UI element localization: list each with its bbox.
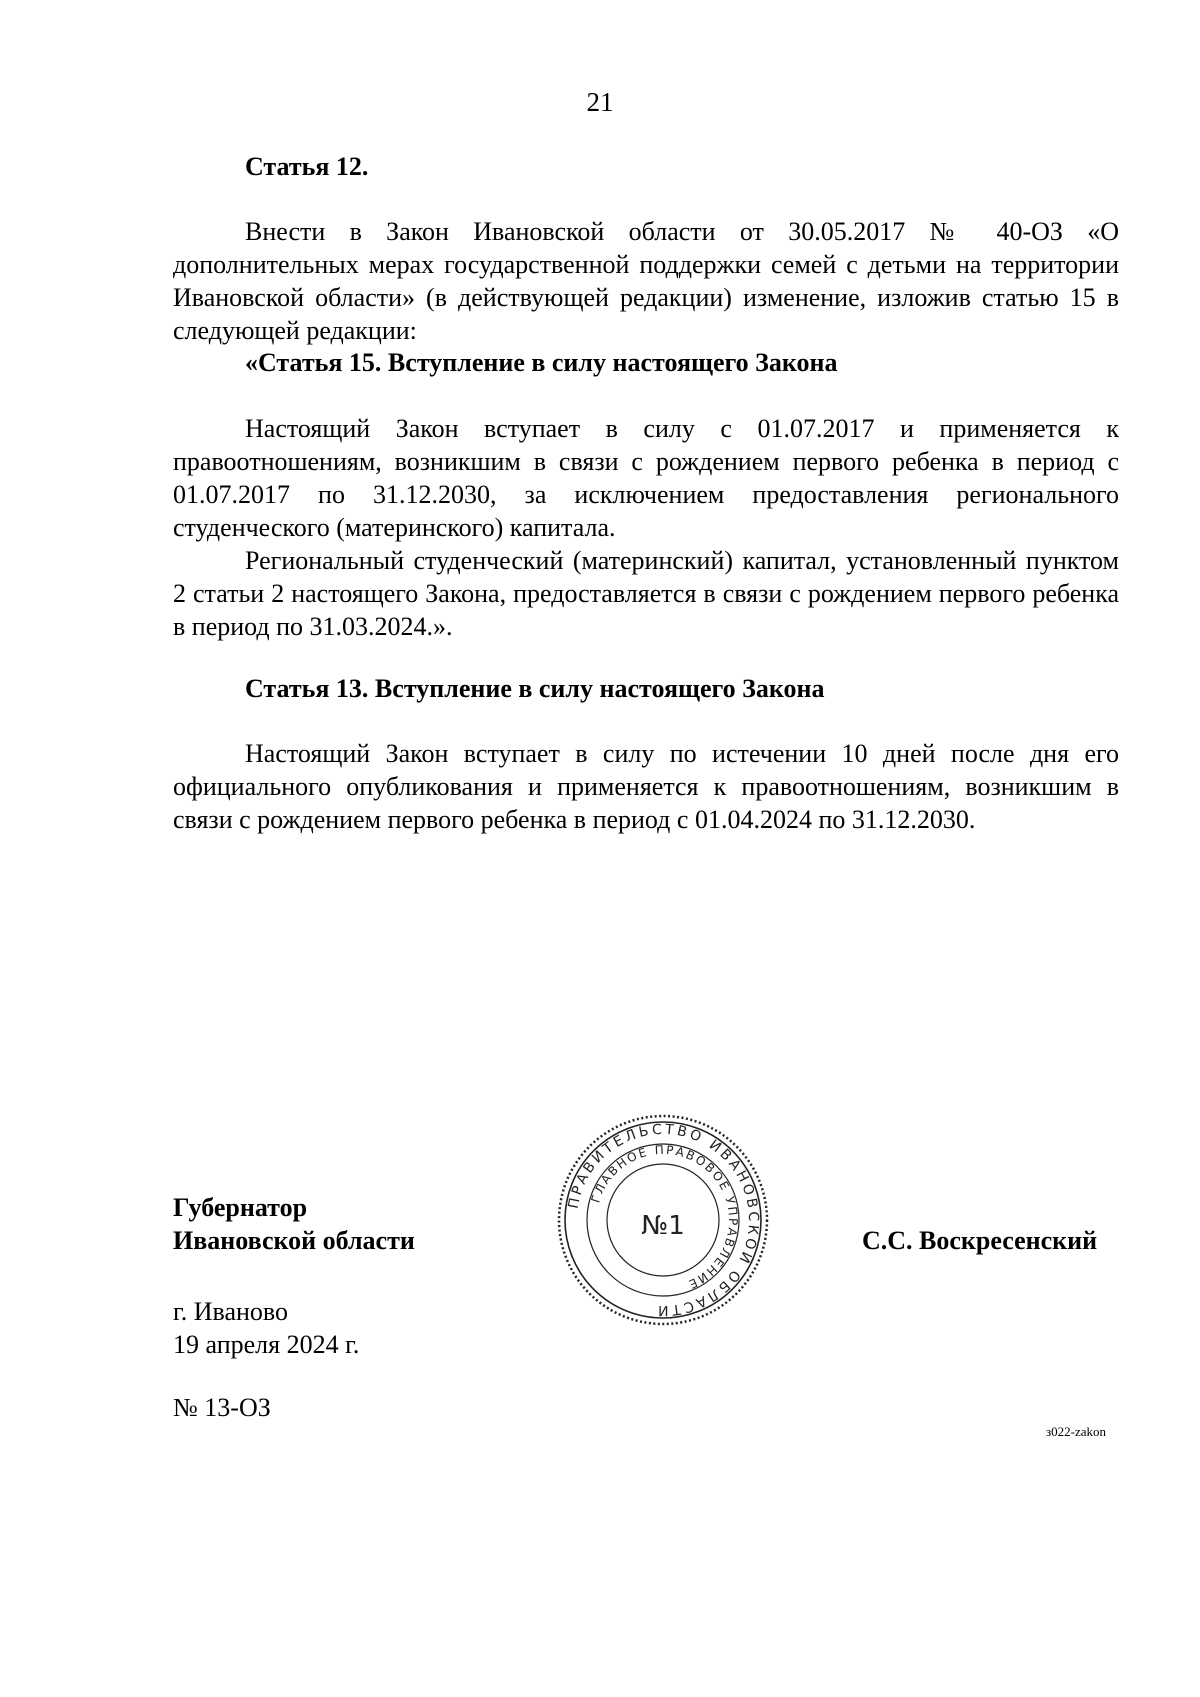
article-12-heading: Статья 12. bbox=[245, 152, 369, 181]
article-13-heading: Статья 13. Вступление в силу настоящего Закона bbox=[245, 674, 825, 703]
place: г. Иваново bbox=[173, 1297, 288, 1326]
signing-date: 19 апреля 2024 г. bbox=[173, 1330, 360, 1359]
article-15-heading: «Статья 15. Вступление в силу настоящего Закона bbox=[245, 348, 838, 377]
signatory-title-line-2: Ивановской области bbox=[173, 1226, 415, 1255]
signatory-title-line-1: Губернатор bbox=[173, 1193, 308, 1222]
document-code: з022-zakon bbox=[1046, 1424, 1107, 1439]
article-13-paragraph: Настоящий Закон вступает в силу по истечении 10 дней после дня его официального опубликования и применяется к правоотношениям, возникшим в связи с рождением первого ребенка в период с 01.04.2024 по 31.12.2030. bbox=[173, 739, 1119, 834]
article-12-intro: Внести в Закон Ивановской области от 30.05.2017 № 40-ОЗ «О дополнительных мерах государственной поддержки семей с детьми на территории Ивановской области» (в действующей редакции) изменение, изложив статью 15 в следующей редакции: bbox=[173, 217, 1119, 345]
official-seal bbox=[553, 1110, 773, 1330]
seal-outer-text: ПРАВИТЕЛЬСТВО ИВАНОВСКОЙ ОБЛАСТИ bbox=[565, 1121, 762, 1319]
seal-inner-text: ГЛАВНОЕ ПРАВОВОЕ УПРАВЛЕНИЕ bbox=[588, 1142, 741, 1292]
page-number: 21 bbox=[586, 87, 614, 117]
law-number: № 13-ОЗ bbox=[173, 1393, 271, 1422]
article-15-paragraph-2: Региональный студенческий (материнский) капитал, установленный пунктом 2 статьи 2 настоящего Закона, предоставляется в связи с рождением первого ребенка в период по 31.03.2024.». bbox=[173, 546, 1119, 641]
seal-center-text: №1 bbox=[641, 1211, 685, 1241]
article-15-paragraph-1: Настоящий Закон вступает в силу с 01.07.2017 и применяется к правоотношениям, возникшим в связи с рождением первого ребенка в период с 01.07.2017 по 31.12.2030, за исключением предоставления регионального студенческого (материнского) капитала. bbox=[173, 414, 1119, 542]
signatory-name: С.С. Воскресенский bbox=[862, 1226, 1098, 1255]
